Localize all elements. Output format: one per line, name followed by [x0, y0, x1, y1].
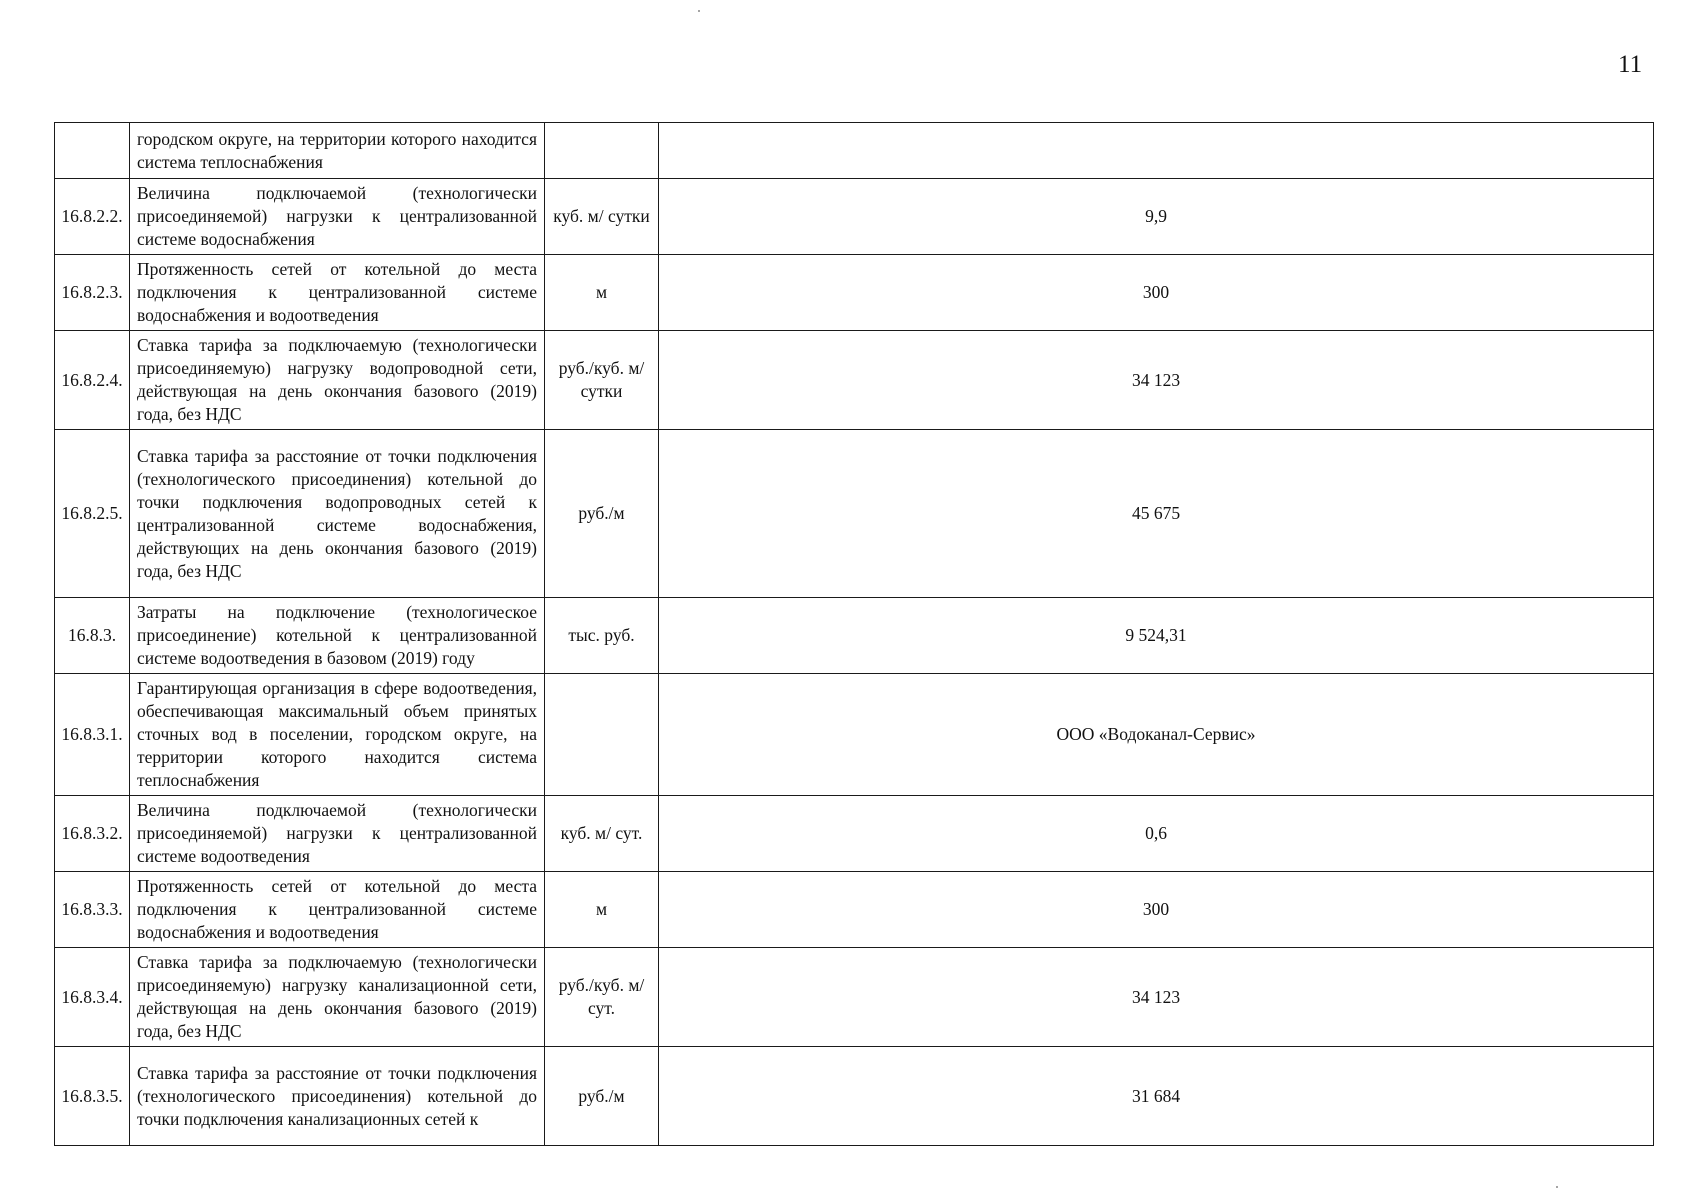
row-description: Ставка тарифа за расстояние от точки подключения (технологического присоединения) котельной до точки подключения водопроводных сетей к централизованной системе водоснабжения, действующих на день окончания базового (2019) года, без НДС: [130, 430, 545, 598]
row-number: 16.8.3.5.: [55, 1047, 130, 1146]
table-row: [55, 331, 1654, 430]
row-value: 9,9: [659, 179, 1654, 255]
row-value: 300: [659, 255, 1654, 331]
row-description: Протяженность сетей от котельной до места подключения к централизованной системе водоснабжения и водоотведения: [130, 872, 545, 948]
row-value: 9 524,31: [659, 598, 1654, 674]
row-number: 16.8.3.1.: [55, 674, 130, 796]
table-row: [55, 430, 1654, 598]
table-row: [55, 598, 1654, 674]
row-value: 34 123: [659, 948, 1654, 1047]
row-value: 300: [659, 872, 1654, 948]
table-row: [55, 179, 1654, 255]
table-row: [55, 872, 1654, 948]
tariff-table: [54, 122, 1654, 1146]
page-number: 11: [1618, 51, 1643, 78]
row-unit: руб./м: [545, 430, 659, 598]
row-description: Ставка тарифа за подключаемую (технологически присоединяемую) нагрузку канализационной сети, действующая на день окончания базового (2019) года, без НДС: [130, 948, 545, 1047]
table-row: [55, 255, 1654, 331]
row-value: 0,6: [659, 796, 1654, 872]
row-unit: руб./куб. м/сут.: [545, 948, 659, 1047]
table-row: [55, 1047, 1654, 1146]
row-value: 34 123: [659, 331, 1654, 430]
row-unit: тыс. руб.: [545, 598, 659, 674]
row-description: Величина подключаемой (технологически присоединяемой) нагрузки к централизованной системе водоснабжения: [130, 179, 545, 255]
row-number: 16.8.3.2.: [55, 796, 130, 872]
row-number: 16.8.3.4.: [55, 948, 130, 1047]
row-number: 16.8.3.3.: [55, 872, 130, 948]
row-description: городском округе, на территории которого находится система теплоснабжения: [130, 123, 545, 179]
row-number: 16.8.2.3.: [55, 255, 130, 331]
row-description: Гарантирующая организация в сфере водоотведения, обеспечивающая максимальный объем принятых сточных вод в поселении, городском округе, на территории которого находится система теплоснабжения: [130, 674, 545, 796]
scan-speck: [698, 10, 700, 12]
row-value: 31 684: [659, 1047, 1654, 1146]
row-number: [55, 123, 130, 179]
table-row: [55, 123, 1654, 179]
row-number: 16.8.2.2.: [55, 179, 130, 255]
row-unit: руб./м: [545, 1047, 659, 1146]
row-description: Протяженность сетей от котельной до места подключения к централизованной системе водоснабжения и водоотведения: [130, 255, 545, 331]
row-value: ООО «Водоканал-Сервис»: [659, 674, 1654, 796]
scan-speck: [1556, 1186, 1558, 1188]
row-description: Ставка тарифа за подключаемую (технологически присоединяемую) нагрузку водопроводной сети, действующая на день окончания базового (2019) года, без НДС: [130, 331, 545, 430]
table-row: [55, 948, 1654, 1047]
table-row: [55, 796, 1654, 872]
row-unit: м: [545, 872, 659, 948]
row-unit: куб. м/ сут.: [545, 796, 659, 872]
row-unit: куб. м/ сутки: [545, 179, 659, 255]
row-unit: руб./куб. м/сутки: [545, 331, 659, 430]
row-unit: [545, 674, 659, 796]
row-description: Величина подключаемой (технологически присоединяемой) нагрузки к централизованной системе водоотведения: [130, 796, 545, 872]
row-number: 16.8.2.5.: [55, 430, 130, 598]
row-unit: [545, 123, 659, 179]
row-number: 16.8.2.4.: [55, 331, 130, 430]
row-description: Затраты на подключение (технологическое присоединение) котельной к централизованной системе водоотведения в базовом (2019) году: [130, 598, 545, 674]
row-number: 16.8.3.: [55, 598, 130, 674]
row-value: 45 675: [659, 430, 1654, 598]
row-value: [659, 123, 1654, 179]
row-unit: м: [545, 255, 659, 331]
table-row: [55, 674, 1654, 796]
row-description: Ставка тарифа за расстояние от точки подключения (технологического присоединения) котельной до точки подключения канализационных сетей к: [130, 1047, 545, 1146]
